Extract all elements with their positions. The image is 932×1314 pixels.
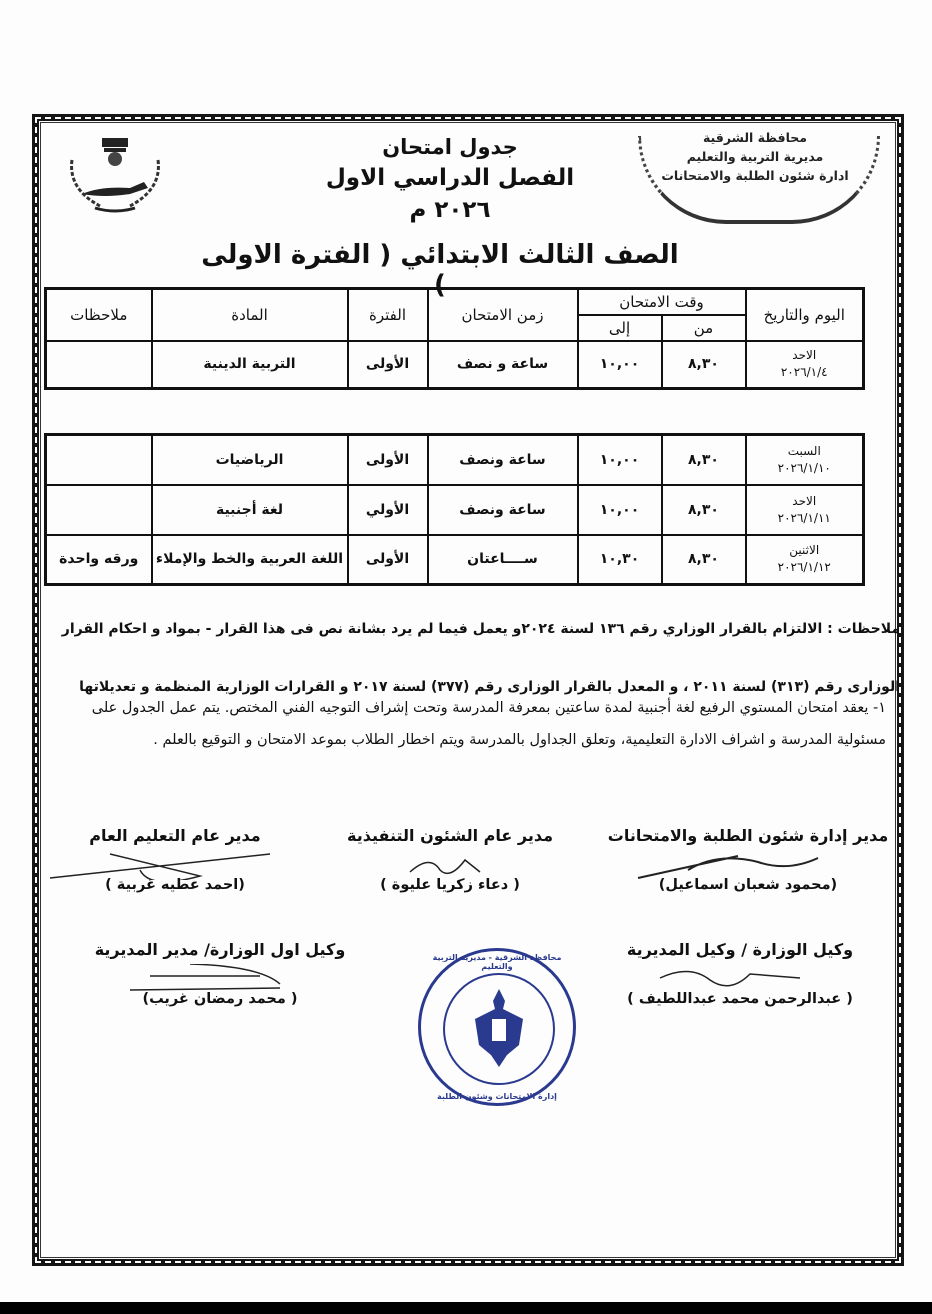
day-date-cell <box>746 341 864 389</box>
notes-cell: ورقه واحدة <box>46 535 152 585</box>
day-label: السبت <box>787 443 821 458</box>
period-cell: الأولى <box>348 435 428 485</box>
header-exam-time: وقت الامتحان <box>578 289 746 315</box>
stamp-top-text: محافظة الشرقية - مديرية التربية والتعليم <box>432 953 562 971</box>
subject-cell: الرياضيات <box>152 435 348 485</box>
header-to: إلى <box>578 315 662 341</box>
ministry-logo-icon <box>60 134 170 214</box>
day-label: الاحد <box>792 493 817 508</box>
day-label: الاثنين <box>789 543 820 558</box>
duration-cell: ساعة و نصف <box>428 341 578 389</box>
header-subject: المادة <box>152 289 348 341</box>
signature-block-executive-affairs <box>310 826 590 893</box>
signature-scrawl-icon <box>40 850 290 880</box>
duration-cell: ساعة ونصف <box>428 435 578 485</box>
table-row <box>46 535 864 585</box>
date-label: ٢٠٢٦/١/١٢ <box>777 560 831 575</box>
title-line-1: جدول امتحان <box>382 135 518 159</box>
signature-role: مدير إدارة شئون الطلبة والامتحانات <box>607 826 889 845</box>
period-cell: الأولي <box>348 485 428 535</box>
notes-line-2: الوزارى رقم (٣١٣) لسنة ٢٠١١ ، و المعدل بالقرار الوزارى رقم (٣٧٧) لسنة ٢٠١٧ و القرارات الوزارية المنظمة و تعديلاتها <box>79 679 900 695</box>
subject-cell: اللغة العربية والخط والإملاء <box>152 535 348 585</box>
date-label: ٢٠٢٦/١/١٠ <box>777 460 831 475</box>
signature-name: (احمد عطيه غربية ) <box>105 877 245 893</box>
day-date-cell <box>746 435 864 485</box>
header-from: من <box>662 315 746 341</box>
signature-role: مدير عام الشئون التنفيذية <box>346 826 554 845</box>
from-cell: ٨,٣٠ <box>662 535 746 585</box>
gov-line-3: ادارة شئون الطلبة والامتحانات <box>661 168 849 183</box>
signature-scrawl-icon <box>300 850 580 880</box>
notes-cell <box>46 435 152 485</box>
subject-cell: لغة أجنبية <box>152 485 348 535</box>
title-line-2: الفصل الدراسي الاول ٢٠٢٦ م <box>325 165 575 223</box>
signature-block-deputy-minister <box>590 940 890 1007</box>
official-stamp <box>418 948 576 1106</box>
signature-scrawl-icon <box>580 964 880 994</box>
to-cell: ١٠,٠٠ <box>578 341 662 389</box>
gov-line-1: محافظة الشرقية <box>702 130 808 145</box>
duration-cell: ســــاعتان <box>428 535 578 585</box>
from-cell: ٨,٣٠ <box>662 485 746 535</box>
signature-name: (محمود شعبان اسماعيل) <box>658 877 838 893</box>
signature-role: وكيل الوزارة / وكيل المديرية <box>626 940 854 959</box>
period-cell: الأولى <box>348 535 428 585</box>
exam-schedule-table-2 <box>44 433 865 586</box>
header-notes: ملاحظات <box>46 289 152 341</box>
header-day-date: اليوم والتاريخ <box>746 289 864 341</box>
table-row <box>46 435 864 485</box>
stamp-inner-ring <box>443 973 555 1085</box>
subject-cell: التربية الدينية <box>152 341 348 389</box>
date-label: ٢٠٢٦/١/١١ <box>777 510 831 525</box>
signature-scrawl-icon <box>60 964 360 994</box>
header-duration: زمن الامتحان <box>428 289 578 341</box>
signature-role: مدير عام التعليم العام <box>89 826 261 845</box>
scan-edge <box>0 1302 932 1314</box>
table-row <box>46 485 864 535</box>
signature-block-students-affairs <box>588 826 908 893</box>
from-cell: ٨,٣٠ <box>662 435 746 485</box>
table-row <box>46 341 864 389</box>
day-date-cell <box>746 535 864 585</box>
signature-name: ( عبدالرحمن محمد عبداللطيف ) <box>627 991 853 1007</box>
notes-line-1: ملاحظات : الالتزام بالقرار الوزاري رقم ١٣٦ لسنة ٢٠٢٤و يعمل فيما لم يرد بشانة نص فى هذا القرار - بمواد و احكام القرار <box>61 621 900 637</box>
stamp-bottom-text: إدارة الامتحانات وشئون الطلبة <box>437 1092 557 1101</box>
signature-name: ( دعاء زكريا عليوة ) <box>380 877 520 893</box>
signature-name: ( محمد رمضان غريب) <box>142 991 298 1007</box>
day-label: الاحد <box>792 348 817 363</box>
signature-block-general-education <box>50 826 300 893</box>
instructions-paragraph: ١- يعقد امتحان المستوي الرفيع لغة أجنبية لمدة ساعتين بمعرفة المدرسة وتحت إشراف التوجيه الفني المختص. يتم عمل الجدول على مسئولية المدرسة و اشراف الادارة التعليمية، وتعلق الجداول بالمدرسة ويتم اخطار الطلاب بموعد الامتحان و التوقيع بالعلم . <box>91 700 886 748</box>
to-cell: ١٠,٠٠ <box>578 485 662 535</box>
signature-block-first-deputy <box>70 940 370 1007</box>
header-period: الفترة <box>348 289 428 341</box>
duration-cell: ساعة ونصف <box>428 485 578 535</box>
period-cell: الأولى <box>348 341 428 389</box>
grade-title: الصف الثالث الابتدائي ( الفترة الاولى ) <box>201 240 679 300</box>
gov-line-2: مديرية التربية والتعليم <box>686 149 824 164</box>
day-date-cell <box>746 485 864 535</box>
notes-cell <box>46 485 152 535</box>
exam-schedule-table-1 <box>44 287 865 390</box>
date-label: ٢٠٢٦/١/٤ <box>780 365 828 380</box>
to-cell: ١٠,٠٠ <box>578 435 662 485</box>
from-cell: ٨,٣٠ <box>662 341 746 389</box>
document-title <box>300 132 600 226</box>
governorate-header <box>620 128 890 228</box>
signature-role: وكيل اول الوزارة/ مدير المديرية <box>94 940 346 959</box>
to-cell: ١٠,٣٠ <box>578 535 662 585</box>
notes-cell <box>46 341 152 389</box>
eagle-emblem-icon <box>445 975 553 1083</box>
signature-scrawl-icon <box>598 850 898 880</box>
